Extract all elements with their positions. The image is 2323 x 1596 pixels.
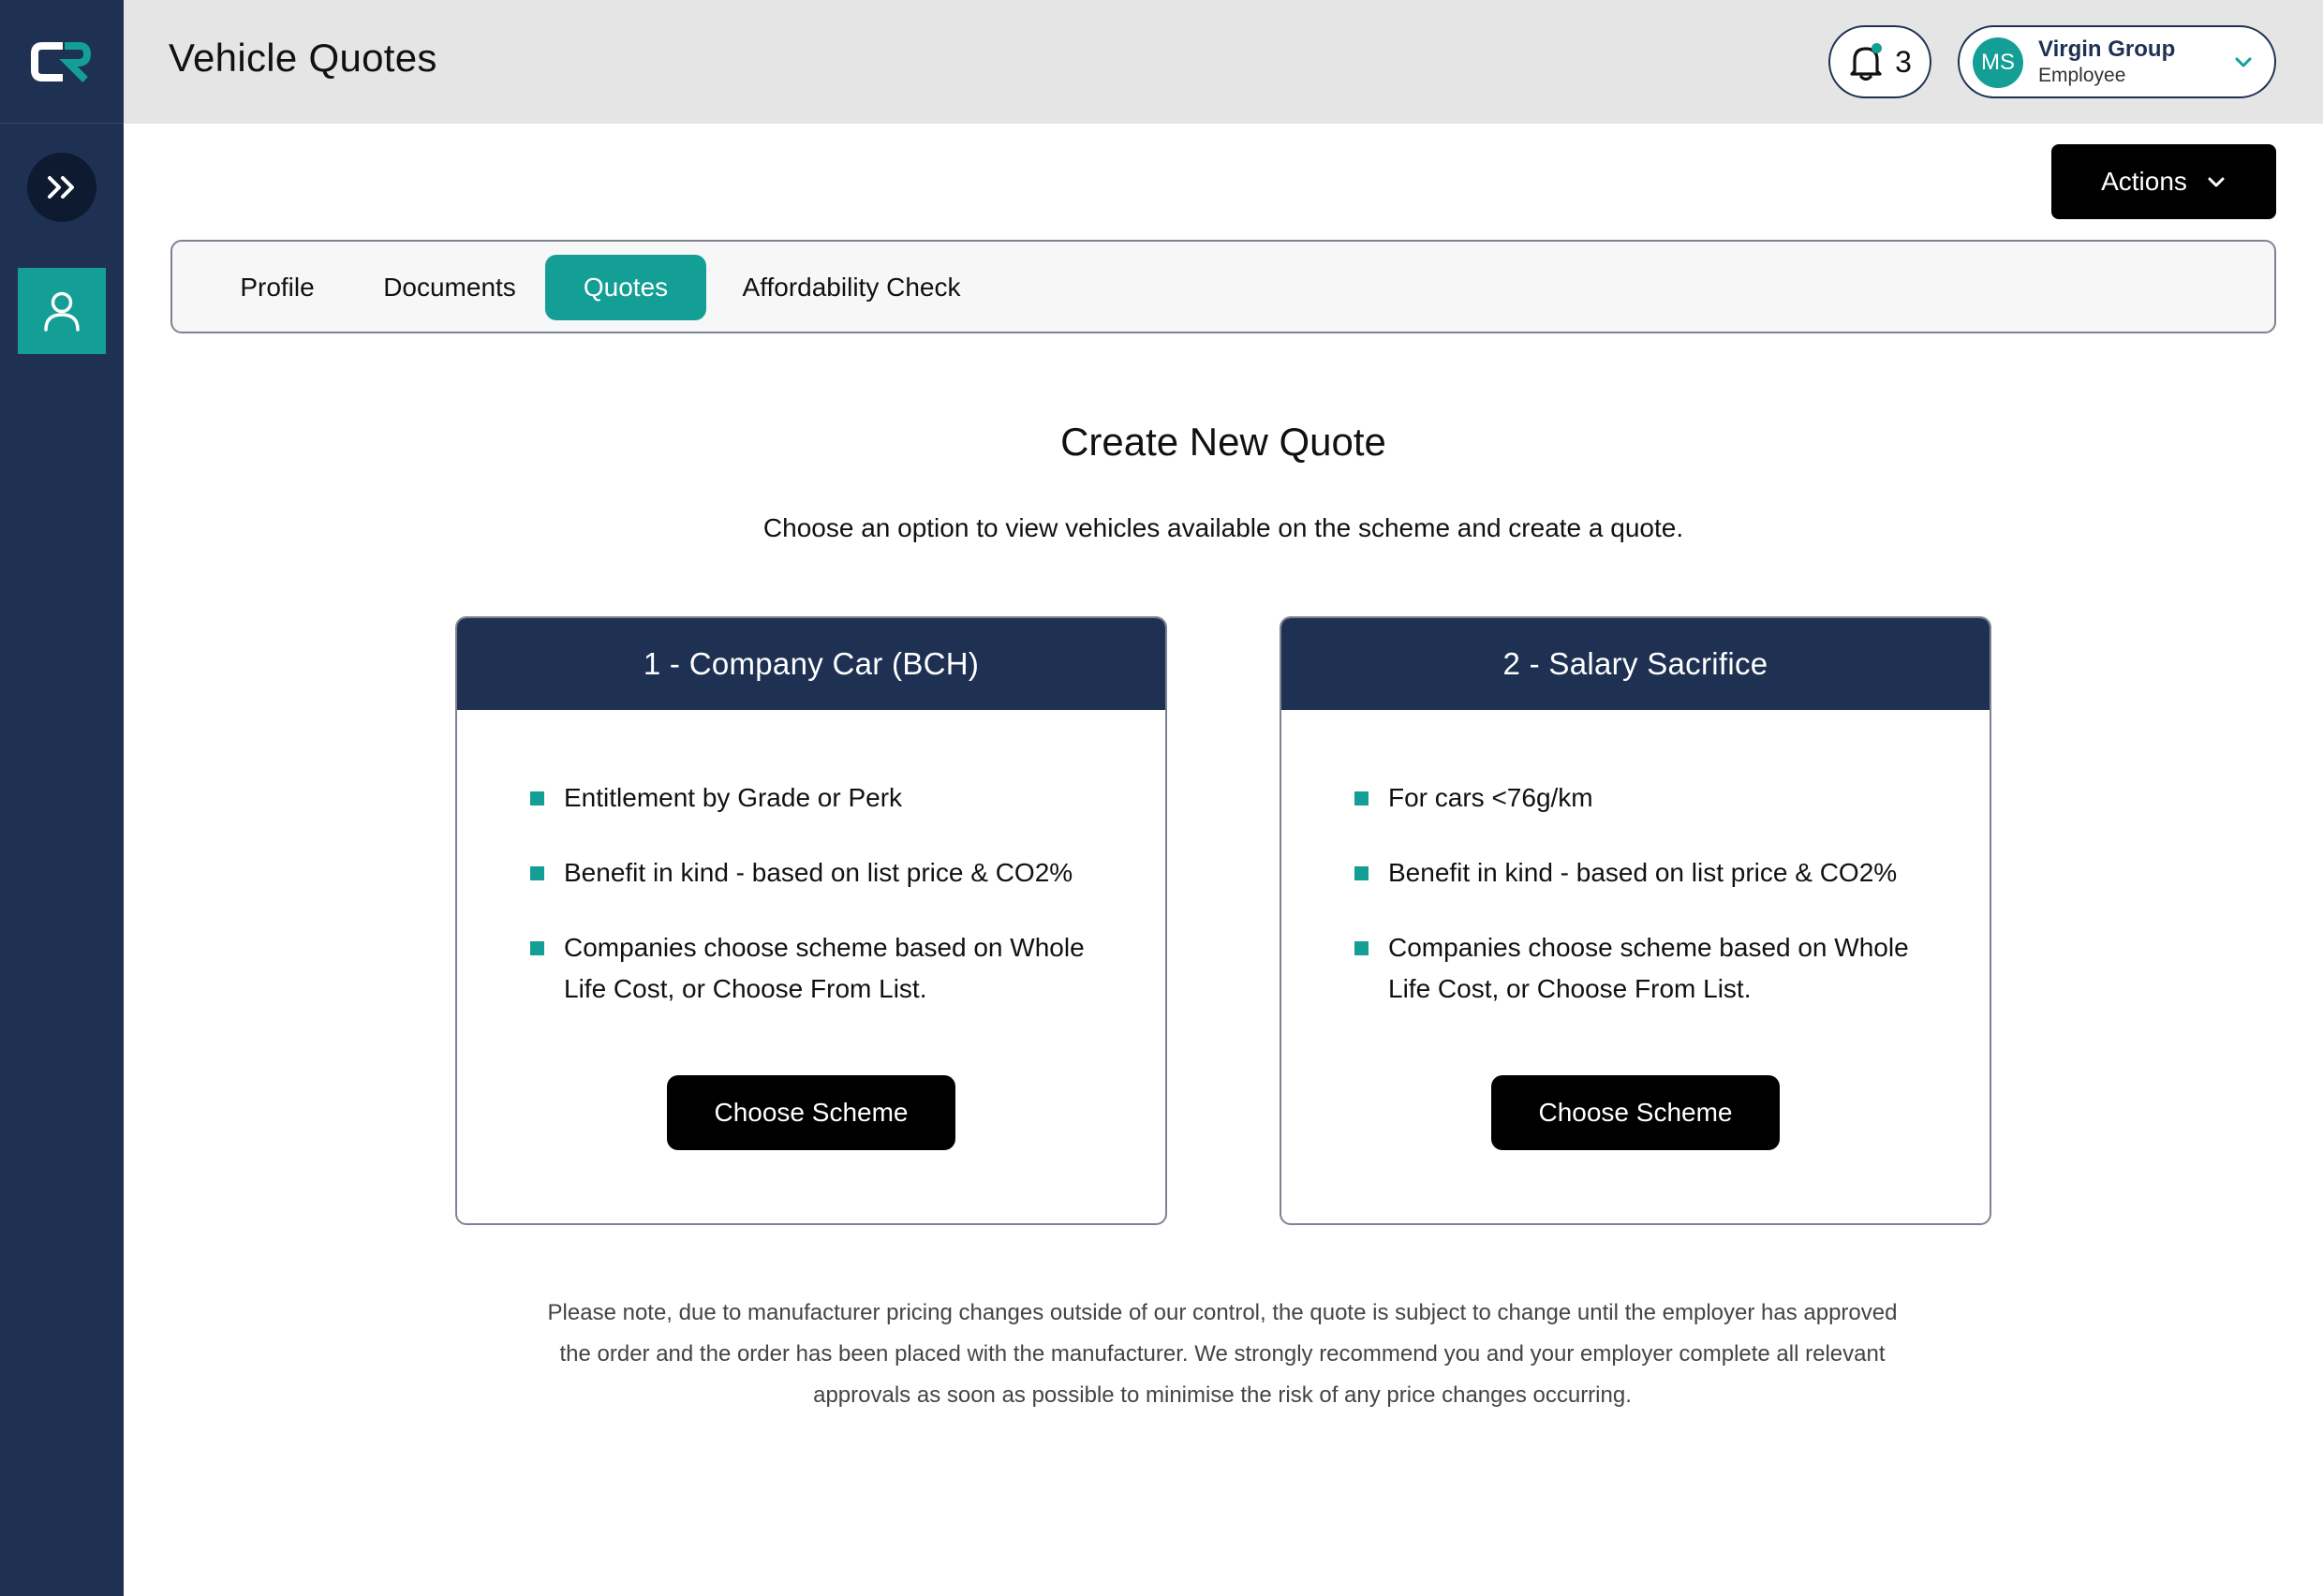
card-title: 1 - Company Car (BCH) — [457, 618, 1165, 710]
list-item-text: For cars <76g/km — [1388, 783, 1593, 812]
list-item-text: Companies choose scheme based on Whole Life Cost, or Choose From List. — [1388, 933, 1909, 1003]
user-icon — [43, 290, 81, 332]
tab-quotes[interactable]: Quotes — [545, 255, 706, 320]
list-item — [530, 927, 1130, 1010]
list-item — [1354, 777, 1954, 819]
section-subtitle: Choose an option to view vehicles available on the scheme and create a quote. — [762, 513, 1684, 542]
scheme-card-salary-sacrifice — [1280, 616, 1991, 1225]
card-title: 2 - Salary Sacrifice — [1281, 618, 1990, 710]
list-item — [1354, 927, 1954, 1010]
notification-count: 3 — [1895, 44, 1912, 79]
user-role: Employee — [2038, 65, 2126, 86]
chevron-down-icon — [2233, 52, 2254, 72]
sidebar — [0, 0, 124, 1596]
tab-profile[interactable]: Profile — [240, 273, 315, 302]
bullet-square-icon — [530, 866, 544, 880]
bullet-square-icon — [1354, 791, 1369, 805]
actions-label: Actions — [2101, 167, 2187, 196]
bullet-square-icon — [1354, 866, 1369, 880]
user-org: Virgin Group — [2038, 37, 2176, 62]
choose-scheme-button[interactable]: Choose Scheme — [667, 1075, 955, 1150]
tab-affordability-check[interactable]: Affordability Check — [742, 273, 961, 302]
expand-icon — [46, 174, 78, 200]
avatar: MS — [1973, 37, 2023, 88]
card-bullet-list — [530, 777, 1130, 1043]
top-header — [124, 0, 2323, 124]
user-menu[interactable] — [1958, 25, 2276, 98]
tab-bar — [170, 240, 2276, 333]
bullet-square-icon — [530, 791, 544, 805]
list-item-text: Benefit in kind - based on list price & CO2% — [564, 858, 1073, 887]
list-item-text: Companies choose scheme based on Whole Life Cost, or Choose From List. — [564, 933, 1085, 1003]
list-item-text: Benefit in kind - based on list price & CO2% — [1388, 858, 1898, 887]
list-item-text: Entitlement by Grade or Perk — [564, 783, 903, 812]
bullet-square-icon — [1354, 941, 1369, 955]
sidebar-item-profile[interactable] — [18, 268, 106, 354]
chevron-down-icon — [2206, 171, 2227, 192]
notifications-button[interactable] — [1828, 25, 1931, 98]
list-item — [530, 777, 1130, 819]
pricing-disclaimer: Please note, due to manufacturer pricing changes outside of our control, the quote is subject to change until the employer has approved the order and the order has been placed with the manufacturer. We strongly recommend you and your employer complete all relevant approvals as soon as possible to minimise the risk of any price changes occurring. — [547, 1300, 1898, 1408]
actions-button[interactable] — [2051, 144, 2276, 219]
section-title: Create New Quote — [1060, 420, 1386, 464]
page-title: Vehicle Quotes — [169, 36, 437, 80]
bullet-square-icon — [530, 941, 544, 955]
tab-documents[interactable]: Documents — [383, 273, 516, 302]
bell-icon — [1848, 43, 1884, 81]
expand-sidebar-button[interactable] — [27, 153, 96, 222]
choose-scheme-button[interactable]: Choose Scheme — [1491, 1075, 1780, 1150]
list-item — [530, 852, 1130, 894]
list-item — [1354, 852, 1954, 894]
logo-icon[interactable] — [0, 0, 124, 124]
scheme-card-company-car — [455, 616, 1167, 1225]
card-bullet-list — [1354, 777, 1954, 1043]
